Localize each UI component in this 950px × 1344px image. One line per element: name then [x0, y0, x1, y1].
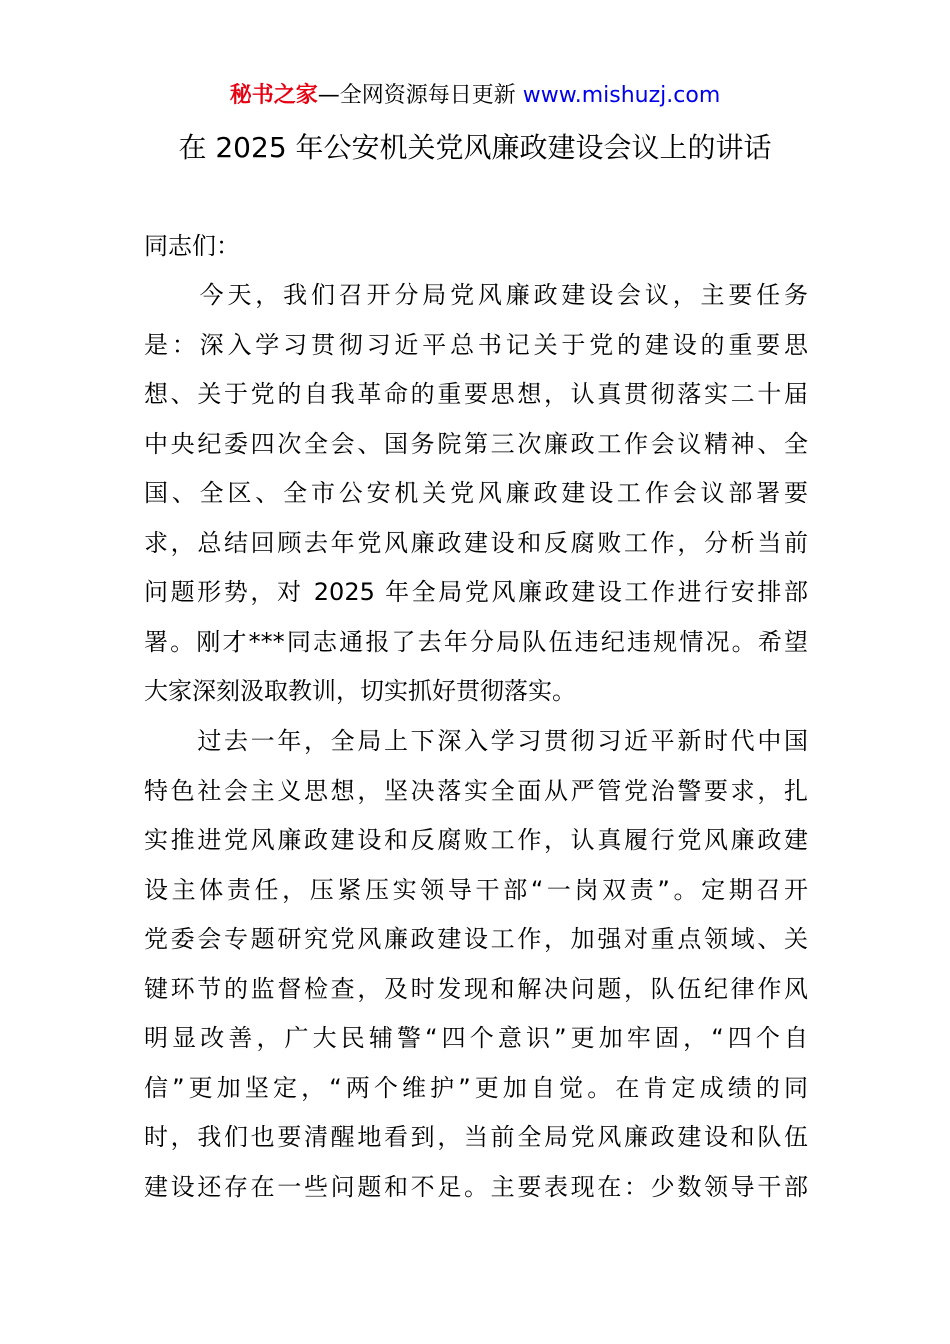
paragraph-line: 明显改善，广大民辅警“四个意识”更加牢固，“四个自 — [144, 1024, 808, 1052]
paragraph-line: 今天，我们召开分局党风廉政建设会议，主要任务 — [144, 281, 808, 309]
paragraph-line: 想、关于党的自我革命的重要思想，认真贯彻落实二十届 — [144, 380, 808, 408]
header-tagline: —全网资源每日更新 — [317, 83, 523, 108]
paragraph-line: 时，我们也要清醒地看到，当前全局党风廉政建设和队伍 — [144, 1123, 808, 1151]
site-link[interactable]: www.mishuzj.com — [522, 83, 721, 108]
brand-name: 秘书之家 — [229, 83, 318, 108]
paragraph-line: 实推进党风廉政建设和反腐败工作，认真履行党风廉政建 — [144, 826, 808, 854]
paragraph-line: 键环节的监督检查，及时发现和解决问题，队伍纪律作风 — [144, 974, 808, 1003]
paragraph-line: 求，总结回顾去年党风廉政建设和反腐败工作，分析当前 — [144, 528, 808, 557]
paragraph-line: 信”更加坚定，“两个维护”更加自觉。在肯定成绩的同 — [144, 1073, 808, 1102]
paragraph-line: 特色社会主义思想，坚决落实全面从严管党治警要求，扎 — [144, 776, 808, 805]
paragraph-2 — [144, 717, 808, 1212]
paragraph-line: 中央纪委四次全会、国务院第三次廉政工作会议精神、全 — [144, 429, 808, 458]
paragraph-line: 国、全区、全市公安机关党风廉政建设工作会议部署要 — [144, 479, 808, 507]
greeting: 同志们： — [144, 232, 240, 260]
paragraph-line: 党委会专题研究党风廉政建设工作，加强对重点领域、关 — [144, 925, 808, 953]
paragraph-line: 是：深入学习贯彻习近平总书记关于党的建设的重要思 — [144, 330, 808, 359]
paragraph-line: 大家深刻汲取教训，切实抓好贯彻落实。 — [144, 677, 576, 705]
paragraph-1 — [144, 271, 808, 717]
page-title: 在 2025 年公安机关党风廉政建设会议上的讲话 — [178, 131, 772, 164]
paragraph-line: 问题形势，对 2025 年全局党风廉政建设工作进行安排部 — [144, 578, 808, 606]
paragraph-line: 署。刚才***同志通报了去年分局队伍违纪违规情况。希望 — [144, 627, 808, 656]
paragraph-line: 过去一年，全局上下深入学习贯彻习近平新时代中国 — [144, 727, 808, 755]
paragraph-line: 设主体责任，压紧压实领导干部“一岗双责”。定期召开 — [144, 875, 808, 904]
site-header — [0, 80, 950, 112]
paragraph-line: 建设还存在一些问题和不足。主要表现在：少数领导干部 — [144, 1172, 808, 1201]
